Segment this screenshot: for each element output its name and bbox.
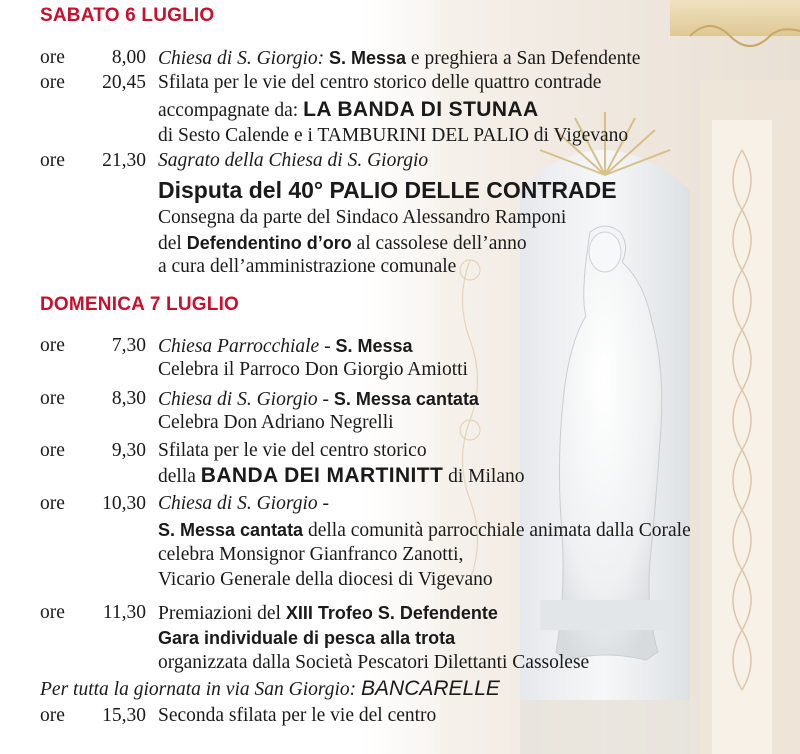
ore-label: ore (40, 388, 65, 409)
event-detail: della comunità parrocchiale animata dalla Corale (303, 520, 691, 541)
event-place: Sagrato della Chiesa di S. Giorgio (158, 150, 429, 171)
event-time: 21,30 (102, 150, 146, 171)
event-title: S. Messa (335, 336, 413, 356)
all-day-event: BANCARELLE (361, 677, 500, 700)
ore-label: ore (40, 602, 65, 623)
band-name: LA BANDA DI STUNAA (303, 98, 539, 121)
day-heading-sunday: DOMENICA 7 LUGLIO (40, 294, 240, 315)
event-place: Chiesa di S. Giorgio (158, 389, 318, 410)
event-detail: del (158, 233, 187, 254)
event-place: Chiesa di S. Giorgio - (158, 493, 329, 514)
event-place: Chiesa di S. Giorgio: (158, 48, 325, 69)
all-day-text: Per tutta la giornata in via San Giorgio: (40, 679, 362, 700)
ore-label: ore (40, 440, 65, 461)
ore-label: ore (40, 47, 65, 68)
event-detail: celebra Monsignor Gianfranco Zanotti, (158, 544, 464, 565)
ore-label: ore (40, 493, 65, 514)
event-detail: al cassolese dell’anno (351, 233, 527, 254)
band-name: BANDA DEI MARTINITT (200, 464, 444, 487)
trophy-name: XIII Trofeo S. Defendente (285, 603, 498, 623)
event-time: 10,30 (102, 493, 146, 514)
event-description: Sfilata per le vie del centro storico (158, 440, 427, 461)
ore-label: ore (40, 335, 65, 356)
event-detail: Vicario Generale della diocesi di Vigevano (158, 569, 493, 590)
event-detail: organizzata dalla Società Pescatori Dilettanti Cassolese (158, 652, 590, 673)
event-detail: di Sesto Calende e i (158, 125, 318, 146)
event-description (158, 46, 640, 71)
dash: - (319, 336, 336, 357)
event-place: Chiesa Parrocchiale (158, 336, 320, 357)
event-detail: e preghiera a San Defendente (406, 48, 641, 69)
event-detail: Celebra il Parroco Don Giorgio Amiotti (158, 359, 468, 380)
event-detail: di Vigevano (528, 125, 629, 146)
ore-label: ore (40, 705, 65, 726)
event-title: S. Messa (329, 48, 407, 68)
competition-name: Gara individuale di pesca alla trota (158, 628, 456, 648)
award-name: Defendentino d’oro (186, 233, 352, 253)
event-detail: a cura dell’amministrazione comunale (158, 256, 457, 277)
event-time: 8,00 (111, 47, 146, 68)
drummers-name: TAMBURINI DEL PALIO (317, 125, 529, 146)
palio-title: Disputa del 40° PALIO DELLE CONTRADE (158, 177, 617, 203)
event-title: S. Messa cantata (158, 520, 304, 540)
event-detail: Premiazioni del (158, 603, 286, 624)
event-time: 8,30 (111, 388, 146, 409)
event-detail: di Milano (443, 466, 525, 487)
day-heading-saturday: SABATO 6 LUGLIO (40, 5, 215, 26)
ore-label: ore (40, 150, 65, 171)
event-time: 11,30 (102, 602, 146, 623)
event-description: Seconda sfilata per le vie del centro (158, 705, 437, 726)
event-detail: Consegna da parte del Sindaco Alessandro Ramponi (158, 207, 567, 228)
event-description: Sfilata per le vie del centro storico delle quattro contrade (158, 72, 602, 93)
dash: - (317, 389, 334, 410)
event-time: 15,30 (102, 705, 146, 726)
event-time: 7,30 (111, 335, 146, 356)
event-time: 9,30 (111, 440, 146, 461)
event-detail: Celebra Don Adriano Negrelli (158, 412, 394, 433)
event-detail: accompagnate da: (158, 100, 304, 121)
ore-label: ore (40, 72, 65, 93)
event-title: S. Messa cantata (333, 389, 479, 409)
event-detail: della (158, 466, 201, 487)
event-time: 20,45 (102, 72, 146, 93)
